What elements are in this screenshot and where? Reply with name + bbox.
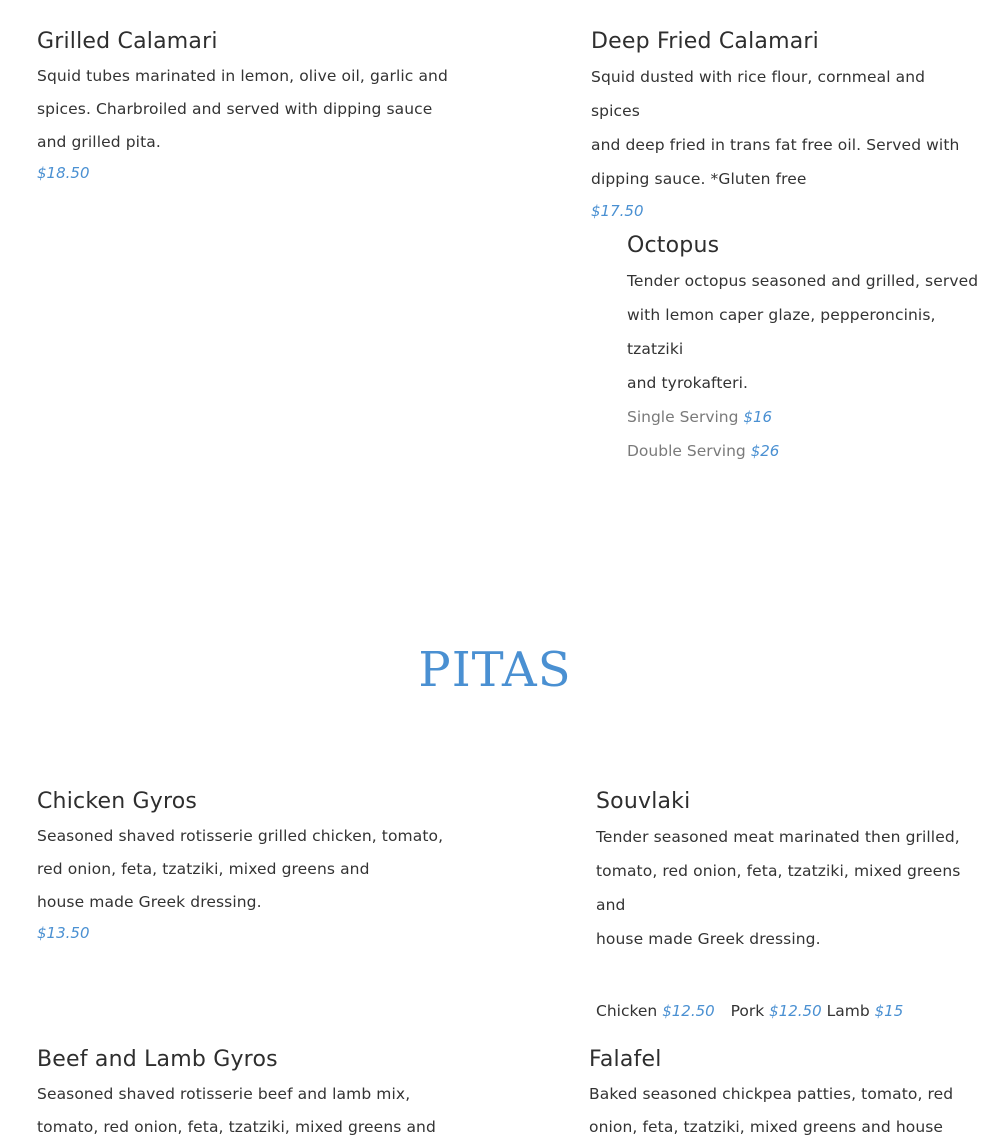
item-price: $18.50	[37, 164, 90, 182]
desc-line: and deep fried in trans fat free oil. Served with	[591, 136, 960, 154]
variant-double	[627, 434, 982, 468]
variant-label: Single Serving	[627, 408, 739, 426]
item-description	[589, 1078, 974, 1144]
item-description	[596, 820, 981, 956]
desc-line: red onion, feta, tzatziki, mixed greens and	[37, 860, 370, 878]
price-row	[37, 163, 457, 183]
item-price: $13.50	[37, 924, 90, 942]
item-title: Deep Fried Calamari	[591, 29, 819, 54]
item-price: $17.50	[591, 202, 644, 220]
desc-line: and grilled pita.	[37, 133, 161, 151]
item-title: Octopus	[627, 233, 720, 258]
menu-item-souvlaki	[596, 787, 981, 1021]
option-label: Pork	[730, 1002, 765, 1020]
variant-price: $26	[750, 442, 780, 460]
desc-line: house made Greek dressing.	[596, 930, 821, 948]
price-row	[37, 923, 467, 943]
menu-item-deep-fried-calamari	[591, 27, 971, 221]
variant-single	[627, 400, 982, 434]
desc-line: Squid tubes marinated in lemon, olive oil, garlic and	[37, 67, 448, 85]
desc-line: Seasoned shaved rotisserie grilled chicken, tomato,	[37, 827, 444, 845]
meat-options	[596, 1001, 981, 1021]
item-description	[37, 1078, 467, 1144]
option-price: $12.50	[769, 1002, 822, 1020]
menu-item-beef-lamb-gyros	[37, 1045, 467, 1144]
desc-line: Seasoned shaved rotisserie beef and lamb mix,	[37, 1085, 411, 1103]
desc-line: Tender seasoned meat marinated then grilled,	[596, 828, 960, 846]
menu-item-falafel	[589, 1045, 974, 1144]
desc-line: house made Greek dressing.	[37, 893, 262, 911]
desc-line: Tender octopus seasoned and grilled, served	[627, 272, 979, 290]
desc-line: tomato, red onion, feta, tzatziki, mixed greens and	[37, 1118, 436, 1136]
item-title: Grilled Calamari	[37, 29, 218, 54]
desc-line: Baked seasoned chickpea patties, tomato, red	[589, 1085, 954, 1103]
item-description	[37, 820, 467, 919]
variant-label: Double Serving	[627, 442, 746, 460]
item-description	[591, 60, 971, 196]
menu-item-grilled-calamari	[37, 27, 457, 183]
desc-line: tomato, red onion, feta, tzatziki, mixed greens and	[596, 862, 961, 914]
menu-item-chicken-gyros	[37, 787, 467, 943]
item-title: Falafel	[589, 1047, 662, 1072]
desc-line: onion, feta, tzatziki, mixed greens and house	[589, 1118, 944, 1136]
option-price: $15	[874, 1002, 904, 1020]
desc-line: spices. Charbroiled and served with dipping sauce	[37, 100, 433, 118]
menu-item-octopus	[627, 231, 982, 468]
option-label: Chicken	[596, 1002, 658, 1020]
desc-line: Squid dusted with rice flour, cornmeal and spices	[591, 68, 926, 120]
desc-line: dipping sauce. *Gluten free	[591, 170, 807, 188]
desc-line: with lemon caper glaze, pepperoncinis, tzatziki	[627, 306, 936, 358]
option-price: $12.50	[662, 1002, 715, 1020]
option-label: Lamb	[826, 1002, 870, 1020]
section-heading-pitas: PITAS	[418, 642, 572, 698]
item-description	[627, 264, 982, 400]
item-title: Chicken Gyros	[37, 789, 198, 814]
price-row	[591, 201, 971, 221]
item-title: Beef and Lamb Gyros	[37, 1047, 278, 1072]
desc-line: and tyrokafteri.	[627, 374, 749, 392]
item-description	[37, 60, 457, 159]
item-title: Souvlaki	[596, 789, 691, 814]
variant-price: $16	[743, 408, 773, 426]
